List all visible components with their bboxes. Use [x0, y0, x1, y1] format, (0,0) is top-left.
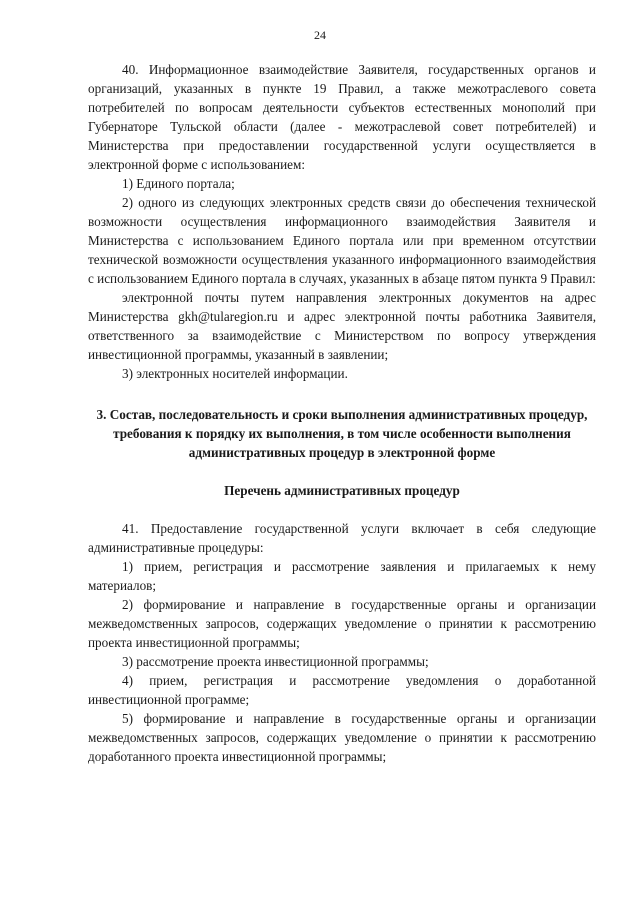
procedure-item-4: 4) прием, регистрация и рассмотрение уведомления о доработанной инвестиционной программе; — [88, 673, 596, 707]
page-number: 24 — [314, 28, 326, 42]
procedure-item-1: 1) прием, регистрация и рассмотрение заявления и прилагаемых к нему материалов; — [88, 559, 596, 593]
list-item-electronic-means: 2) одного из следующих электронных средств связи до обеспечения технической возможности осуществления информационного взаимодействия Заявителя и Министерства с использованием Единого портала или при временном отсутствии технической возможности осуществления указанного информационного взаимодействия с использованием Единого портала в случаях, указанных в абзаце пятом пункта 9 Правил: — [88, 195, 596, 286]
procedure-item-3: 3) рассмотрение проекта инвестиционной программы; — [122, 654, 429, 669]
paragraph-41: 41. Предоставление государственной услуги включает в себя следующие административные процедуры: — [88, 521, 596, 555]
paragraph-email: электронной почты путем направления электронных документов на адрес Министерства gkh@tularegion.ru и адрес электронной почты работника Заявителя, ответственного за взаимодействие с Министерством по вопросу утверждения инвестиционной программы, указанный в заявлении; — [88, 290, 596, 362]
subsection-heading: Перечень административных процедур — [224, 483, 460, 498]
list-item-unified-portal: 1) Единого портала; — [122, 176, 235, 191]
document-body — [88, 60, 596, 766]
paragraph-40: 40. Информационное взаимодействие Заявителя, государственных органов и организаций, указанных в пункте 19 Правил, а также межотраслевого совета потребителей по вопросам деятельности субъектов естественных монополий при Губернаторе Тульской области (далее - межотраслевой совет потребителей) и Министерства при предоставлении государственной услуги осуществляется в электронной форме с использованием: — [88, 62, 596, 172]
section-heading: 3. Состав, последовательность и сроки выполнения административных процедур, требования к порядку их выполнения, в том числе особенности выполнения административных процедур в электронной форме — [96, 407, 588, 460]
procedure-item-2: 2) формирование и направление в государственные органы и организации межведомственных запросов, содержащих уведомление о принятии к рассмотрению проекта инвестиционной программы; — [88, 597, 596, 650]
list-item-electronic-media: 3) электронных носителей информации. — [122, 366, 348, 381]
procedure-item-5: 5) формирование и направление в государственные органы и организации межведомственных запросов, содержащих уведомление о принятии к рассмотрению доработанного проекта инвестиционной программы; — [88, 711, 596, 764]
